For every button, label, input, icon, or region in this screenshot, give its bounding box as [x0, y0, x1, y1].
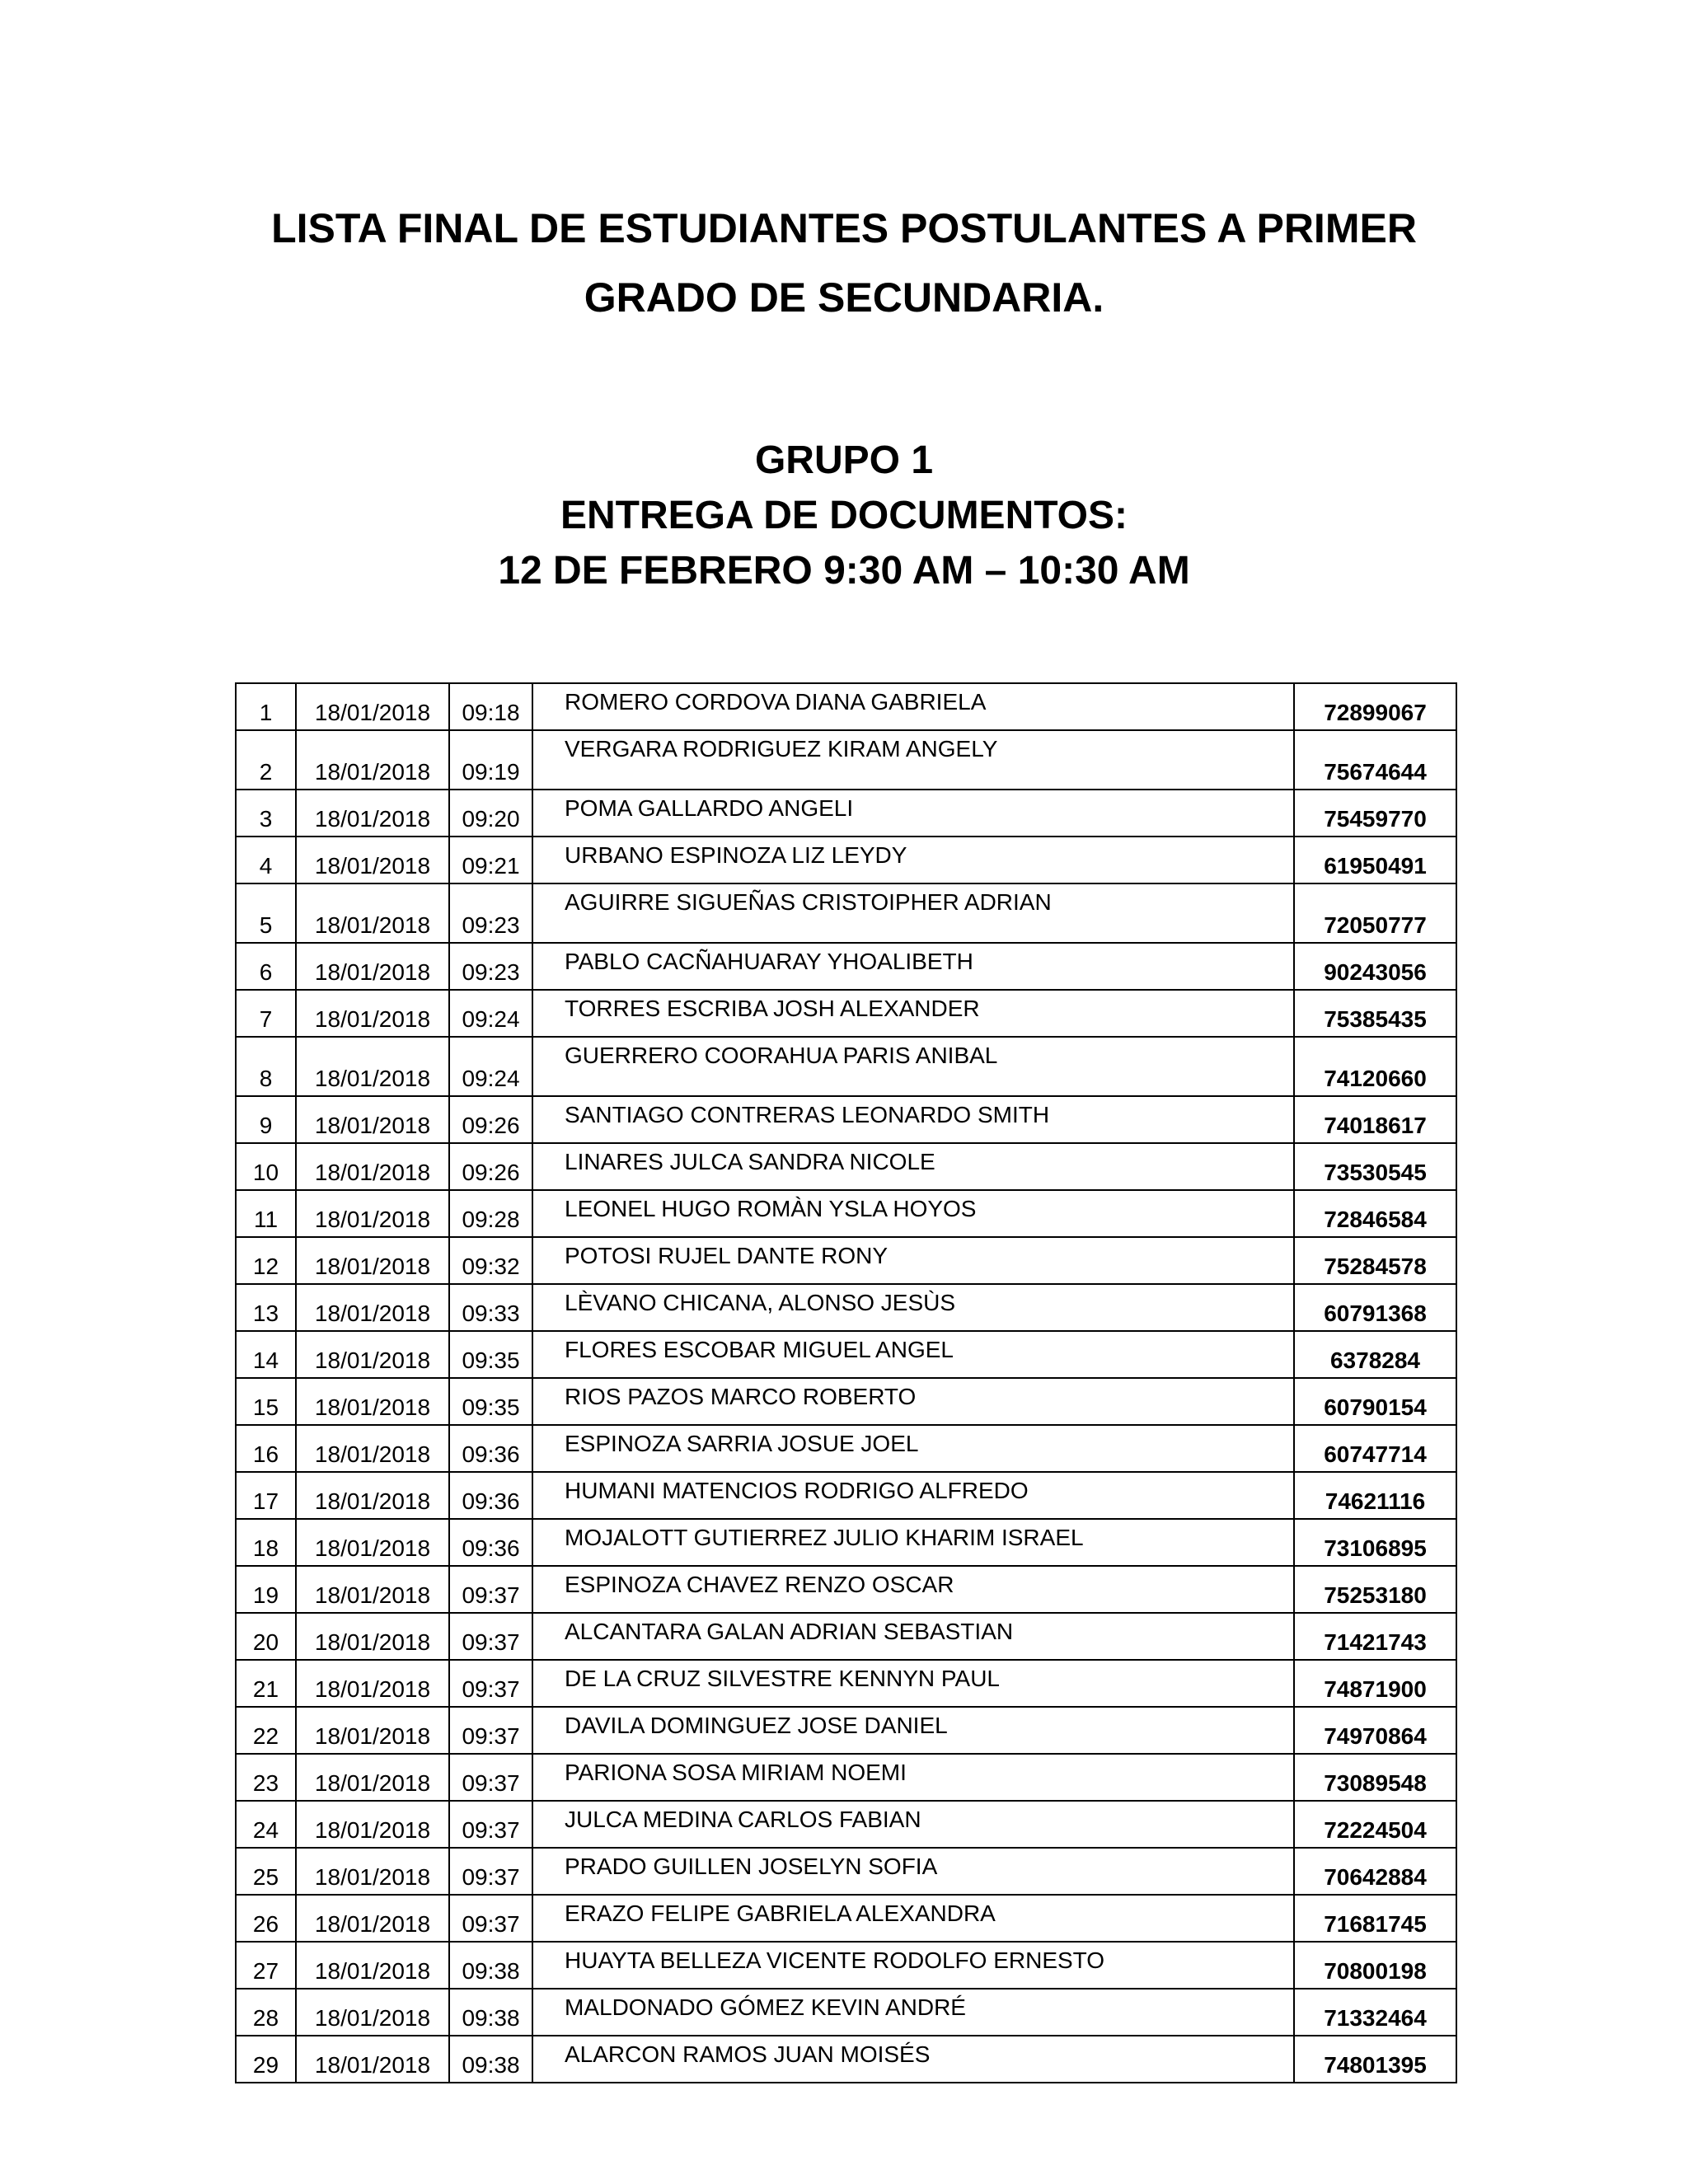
row-number: 13: [236, 1284, 296, 1331]
row-number: 4: [236, 837, 296, 883]
row-date: 18/01/2018: [296, 1754, 449, 1801]
row-number: 12: [236, 1237, 296, 1284]
row-number: 2: [236, 730, 296, 790]
row-number: 18: [236, 1519, 296, 1566]
row-time: 09:38: [449, 1989, 532, 2036]
student-name: ROMERO CORDOVA DIANA GABRIELA: [532, 683, 1294, 730]
table-row: [236, 1801, 1456, 1848]
student-name: VERGARA RODRIGUEZ KIRAM ANGELY: [532, 730, 1294, 790]
row-date: 18/01/2018: [296, 1143, 449, 1190]
student-name: DAVILA DOMINGUEZ JOSE DANIEL: [532, 1707, 1294, 1754]
student-dni: 74120660: [1294, 1037, 1456, 1096]
row-time: 09:33: [449, 1284, 532, 1331]
row-number: 29: [236, 2036, 296, 2083]
row-number: 26: [236, 1895, 296, 1942]
student-name: POTOSI RUJEL DANTE RONY: [532, 1237, 1294, 1284]
row-time: 09:36: [449, 1472, 532, 1519]
student-dni: 75385435: [1294, 990, 1456, 1037]
student-dni: 73089548: [1294, 1754, 1456, 1801]
row-time: 09:38: [449, 2036, 532, 2083]
row-time: 09:37: [449, 1754, 532, 1801]
student-name: URBANO ESPINOZA LIZ LEYDY: [532, 837, 1294, 883]
row-number: 27: [236, 1942, 296, 1989]
row-date: 18/01/2018: [296, 1037, 449, 1096]
student-name: MALDONADO GÓMEZ KEVIN ANDRÉ: [532, 1989, 1294, 2036]
student-dni: 71681745: [1294, 1895, 1456, 1942]
row-number: 21: [236, 1660, 296, 1707]
table-row: [236, 990, 1456, 1037]
student-name: LINARES JULCA SANDRA NICOLE: [532, 1143, 1294, 1190]
table-row: [236, 1237, 1456, 1284]
student-dni: 73530545: [1294, 1143, 1456, 1190]
row-date: 18/01/2018: [296, 1425, 449, 1472]
row-number: 9: [236, 1096, 296, 1143]
student-name: ESPINOZA CHAVEZ RENZO OSCAR: [532, 1566, 1294, 1613]
student-name: PARIONA SOSA MIRIAM NOEMI: [532, 1754, 1294, 1801]
table-row: [236, 1707, 1456, 1754]
table-row: [236, 1895, 1456, 1942]
row-date: 18/01/2018: [296, 1707, 449, 1754]
table-row: [236, 2036, 1456, 2083]
table-row: [236, 943, 1456, 990]
row-date: 18/01/2018: [296, 2036, 449, 2083]
student-name: DE LA CRUZ SILVESTRE KENNYN PAUL: [532, 1660, 1294, 1707]
student-dni: 70642884: [1294, 1848, 1456, 1895]
row-time: 09:37: [449, 1660, 532, 1707]
student-dni: 60790154: [1294, 1378, 1456, 1425]
student-dni: 73106895: [1294, 1519, 1456, 1566]
student-dni: 72899067: [1294, 683, 1456, 730]
row-number: 16: [236, 1425, 296, 1472]
row-time: 09:26: [449, 1143, 532, 1190]
table-row: [236, 790, 1456, 837]
row-number: 11: [236, 1190, 296, 1237]
student-name: LÈVANO CHICANA, ALONSO JESÙS: [532, 1284, 1294, 1331]
student-name: ERAZO FELIPE GABRIELA ALEXANDRA: [532, 1895, 1294, 1942]
row-number: 17: [236, 1472, 296, 1519]
row-time: 09:26: [449, 1096, 532, 1143]
table-row: [236, 1096, 1456, 1143]
group-heading: [0, 433, 1688, 598]
student-dni: 90243056: [1294, 943, 1456, 990]
row-time: 09:37: [449, 1801, 532, 1848]
row-date: 18/01/2018: [296, 1801, 449, 1848]
row-time: 09:21: [449, 837, 532, 883]
student-name: PABLO CACÑAHUARAY YHOALIBETH: [532, 943, 1294, 990]
row-time: 09:32: [449, 1237, 532, 1284]
row-time: 09:36: [449, 1519, 532, 1566]
student-name: FLORES ESCOBAR MIGUEL ANGEL: [532, 1331, 1294, 1378]
student-name: SANTIAGO CONTRERAS LEONARDO SMITH: [532, 1096, 1294, 1143]
row-number: 3: [236, 790, 296, 837]
student-dni: 71332464: [1294, 1989, 1456, 2036]
row-date: 18/01/2018: [296, 1613, 449, 1660]
row-number: 14: [236, 1331, 296, 1378]
row-time: 09:38: [449, 1942, 532, 1989]
student-name: GUERRERO COORAHUA PARIS ANIBAL: [532, 1037, 1294, 1096]
table-row: [236, 1613, 1456, 1660]
row-date: 18/01/2018: [296, 1519, 449, 1566]
student-name: HUMANI MATENCIOS RODRIGO ALFREDO: [532, 1472, 1294, 1519]
row-date: 18/01/2018: [296, 1989, 449, 2036]
table-row: [236, 730, 1456, 790]
table-row: [236, 1848, 1456, 1895]
row-date: 18/01/2018: [296, 1284, 449, 1331]
row-date: 18/01/2018: [296, 1848, 449, 1895]
row-time: 09:20: [449, 790, 532, 837]
student-dni: 72224504: [1294, 1801, 1456, 1848]
row-date: 18/01/2018: [296, 1190, 449, 1237]
document-title: [0, 194, 1688, 332]
table-row: [236, 1284, 1456, 1331]
table-row: [236, 1519, 1456, 1566]
students-table: [235, 682, 1457, 2083]
table-row: [236, 1378, 1456, 1425]
student-dni: 74018617: [1294, 1096, 1456, 1143]
student-name: JULCA MEDINA CARLOS FABIAN: [532, 1801, 1294, 1848]
row-number: 24: [236, 1801, 296, 1848]
row-date: 18/01/2018: [296, 683, 449, 730]
group-schedule: 12 DE FEBRERO 9:30 AM – 10:30 AM: [498, 549, 1190, 593]
student-name: MOJALOTT GUTIERREZ JULIO KHARIM ISRAEL: [532, 1519, 1294, 1566]
table-row: [236, 1989, 1456, 2036]
row-time: 09:37: [449, 1613, 532, 1660]
table-row: [236, 1190, 1456, 1237]
row-date: 18/01/2018: [296, 1472, 449, 1519]
row-time: 09:37: [449, 1707, 532, 1754]
group-subtitle: ENTREGA DE DOCUMENTOS:: [560, 494, 1128, 537]
row-number: 5: [236, 883, 296, 943]
row-number: 28: [236, 1989, 296, 2036]
student-dni: 75674644: [1294, 730, 1456, 790]
row-number: 15: [236, 1378, 296, 1425]
row-time: 09:18: [449, 683, 532, 730]
row-time: 09:24: [449, 1037, 532, 1096]
row-time: 09:23: [449, 943, 532, 990]
student-name: ALCANTARA GALAN ADRIAN SEBASTIAN: [532, 1613, 1294, 1660]
document-title-line-1: LISTA FINAL DE ESTUDIANTES POSTULANTES A PRIMER: [271, 205, 1417, 251]
row-date: 18/01/2018: [296, 943, 449, 990]
table-row: [236, 1472, 1456, 1519]
student-dni: 74970864: [1294, 1707, 1456, 1754]
students-table-body: [236, 683, 1456, 2083]
row-date: 18/01/2018: [296, 1237, 449, 1284]
row-number: 10: [236, 1143, 296, 1190]
row-date: 18/01/2018: [296, 790, 449, 837]
table-row: [236, 1942, 1456, 1989]
row-number: 23: [236, 1754, 296, 1801]
row-number: 25: [236, 1848, 296, 1895]
row-date: 18/01/2018: [296, 1096, 449, 1143]
student-name: HUAYTA BELLEZA VICENTE RODOLFO ERNESTO: [532, 1942, 1294, 1989]
student-name: RIOS PAZOS MARCO ROBERTO: [532, 1378, 1294, 1425]
student-dni: 70800198: [1294, 1942, 1456, 1989]
table-row: [236, 837, 1456, 883]
student-dni: 74621116: [1294, 1472, 1456, 1519]
table-row: [236, 1425, 1456, 1472]
student-dni: 72846584: [1294, 1190, 1456, 1237]
row-time: 09:19: [449, 730, 532, 790]
row-time: 09:37: [449, 1848, 532, 1895]
row-date: 18/01/2018: [296, 837, 449, 883]
row-date: 18/01/2018: [296, 730, 449, 790]
document-title-line-2: GRADO DE SECUNDARIA.: [584, 274, 1104, 321]
student-dni: 75253180: [1294, 1566, 1456, 1613]
row-number: 20: [236, 1613, 296, 1660]
student-dni: 74871900: [1294, 1660, 1456, 1707]
student-dni: 75459770: [1294, 790, 1456, 837]
student-dni: 60791368: [1294, 1284, 1456, 1331]
table-row: [236, 1660, 1456, 1707]
row-number: 22: [236, 1707, 296, 1754]
student-dni: 6378284: [1294, 1331, 1456, 1378]
student-name: ESPINOZA SARRIA JOSUE JOEL: [532, 1425, 1294, 1472]
table-row: [236, 1754, 1456, 1801]
student-dni: 61950491: [1294, 837, 1456, 883]
table-row: [236, 1331, 1456, 1378]
row-time: 09:35: [449, 1331, 532, 1378]
student-dni: 72050777: [1294, 883, 1456, 943]
row-date: 18/01/2018: [296, 1566, 449, 1613]
student-name: ALARCON RAMOS JUAN MOISÉS: [532, 2036, 1294, 2083]
table-row: [236, 1037, 1456, 1096]
student-name: LEONEL HUGO ROMÀN YSLA HOYOS: [532, 1190, 1294, 1237]
student-name: PRADO GUILLEN JOSELYN SOFIA: [532, 1848, 1294, 1895]
table-row: [236, 1143, 1456, 1190]
student-name: TORRES ESCRIBA JOSH ALEXANDER: [532, 990, 1294, 1037]
table-row: [236, 883, 1456, 943]
row-time: 09:35: [449, 1378, 532, 1425]
row-number: 8: [236, 1037, 296, 1096]
row-date: 18/01/2018: [296, 1660, 449, 1707]
table-row: [236, 683, 1456, 730]
row-time: 09:37: [449, 1566, 532, 1613]
row-time: 09:28: [449, 1190, 532, 1237]
row-number: 7: [236, 990, 296, 1037]
student-dni: 75284578: [1294, 1237, 1456, 1284]
student-name: POMA GALLARDO ANGELI: [532, 790, 1294, 837]
row-date: 18/01/2018: [296, 1942, 449, 1989]
row-date: 18/01/2018: [296, 1895, 449, 1942]
row-date: 18/01/2018: [296, 1331, 449, 1378]
student-dni: 60747714: [1294, 1425, 1456, 1472]
student-name: AGUIRRE SIGUEÑAS CRISTOIPHER ADRIAN: [532, 883, 1294, 943]
row-date: 18/01/2018: [296, 883, 449, 943]
row-number: 19: [236, 1566, 296, 1613]
student-dni: 74801395: [1294, 2036, 1456, 2083]
student-dni: 71421743: [1294, 1613, 1456, 1660]
row-number: 1: [236, 683, 296, 730]
row-date: 18/01/2018: [296, 990, 449, 1037]
row-time: 09:24: [449, 990, 532, 1037]
group-name: GRUPO 1: [754, 438, 934, 482]
table-row: [236, 1566, 1456, 1613]
row-number: 6: [236, 943, 296, 990]
row-time: 09:36: [449, 1425, 532, 1472]
row-time: 09:23: [449, 883, 532, 943]
row-time: 09:37: [449, 1895, 532, 1942]
row-date: 18/01/2018: [296, 1378, 449, 1425]
